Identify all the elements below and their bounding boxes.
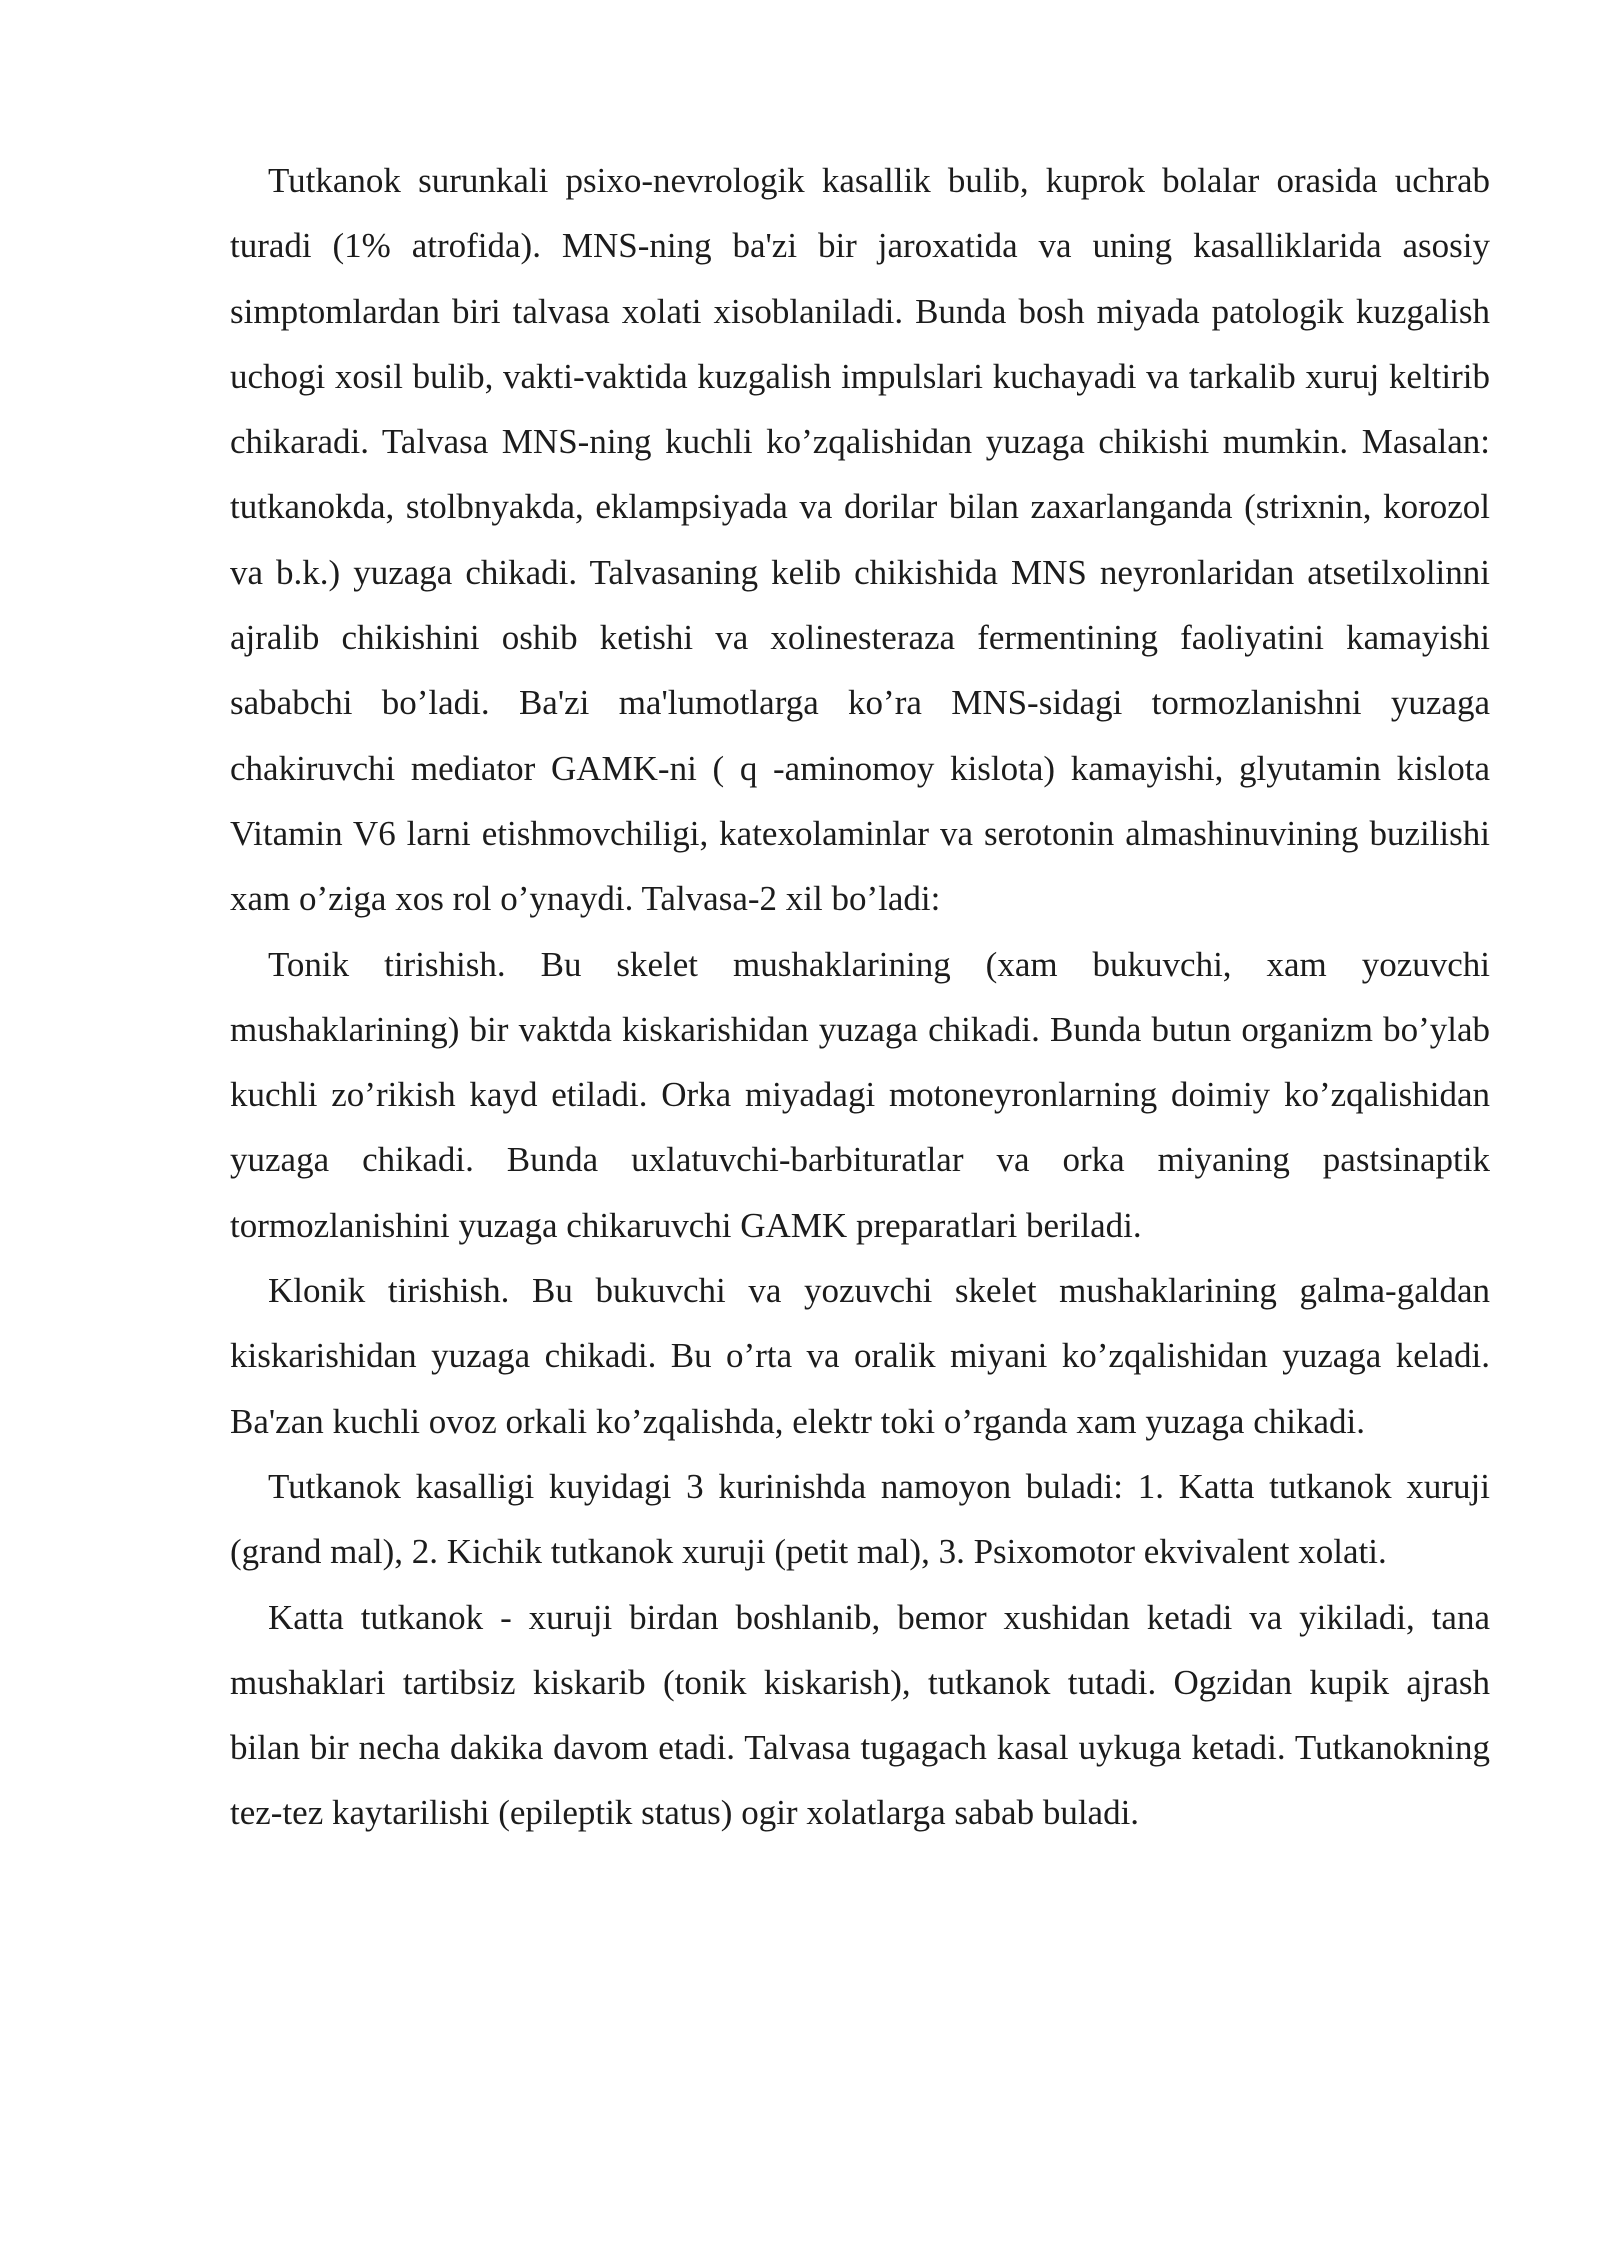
paragraph-clonic-seizure: Klonik tirishish. Bu bukuvchi va yozuvchi skelet mushaklarining galma-galdan kiskarishidan yuzaga chikadi. Bu o’rta va oralik miyani ko’zqalishidan yuzaga keladi. Ba'zan kuchli ovoz orkali ko’zqalishda, elektr toki o’rganda xam yuzaga chikadi. — [230, 1271, 1490, 1441]
document-page — [230, 148, 1490, 1846]
paragraph-intro: Tutkanok surunkali psixo-nevrologik kasallik bulib, kuprok bolalar orasida uchrab turadi (1% atrofida). MNS-ning ba'zi bir jaroxatida va uning kasalliklarida asosiy simptomlardan biri talvasa xolati xisoblaniladi. Bunda bosh miyada patologik kuzgalish uchogi xosil bulib, vakti-vaktida kuzgalish impulslari kuchayadi va tarkalib xuruj keltirib chikaradi. Talvasa MNS-ning kuchli ko’zqalishidan yuzaga chikishi mumkin. Masalan: tutkanokda, stolbnyakda, eklampsiyada va dorilar bilan zaxarlanganda (strixnin, korozol va b.k.) yuzaga chikadi. Talvasaning kelib chikishida MNS neyronlaridan atsetilxolinni ajralib chikishini oshib ketishi va xolinesteraza fermentining faoliyatini kamayishi sababchi bo’ladi. Ba'zi ma'lumotlarga ko’ra MNS-sidagi tormozlanishni yuzaga chakiruvchi mediator GAMK-ni ( q -aminomoy kislota) kamayishi, glyutamin kislota Vitamin V6 larni etishmovchiligi, katexolaminlar va serotonin almashinuvining buzilishi xam o’ziga xos rol o’ynaydi. Talvasa-2 xil bo’ladi: — [230, 161, 1490, 919]
paragraph-grand-mal: Katta tutkanok - xuruji birdan boshlanib, bemor xushidan ketadi va yikiladi, tana mushaklari tartibsiz kiskarib (tonik kiskarish), tutkanok tutadi. Ogzidan kupik ajrash bilan bir necha dakika davom etadi. Talvasa tugagach kasal uykuga ketadi. Tutkanokning tez-tez kaytarilishi (epileptik status) ogir xolatlarga sabab buladi. — [230, 1597, 1490, 1833]
paragraph-tonic-seizure: Tonik tirishish. Bu skelet mushaklarining (xam bukuvchi, xam yozuvchi mushaklarining) bir vaktda kiskarishidan yuzaga chikadi. Bunda butun organizm bo’ylab kuchli zo’rikish kayd etiladi. Orka miyadagi motoneyronlarning doimiy ko’zqalishidan yuzaga chikadi. Bunda uxlatuvchi-barbituratlar va orka miyaning pastsinaptik tormozlanishini yuzaga chikaruvchi GAMK preparatlari beriladi. — [230, 944, 1490, 1245]
paragraph-epilepsy-forms: Tutkanok kasalligi kuyidagi 3 kurinishda namoyon buladi: 1. Katta tutkanok xuruji (grand mal), 2. Kichik tutkanok xuruji (petit mal), 3. Psixomotor ekvivalent xolati. — [230, 1466, 1490, 1572]
